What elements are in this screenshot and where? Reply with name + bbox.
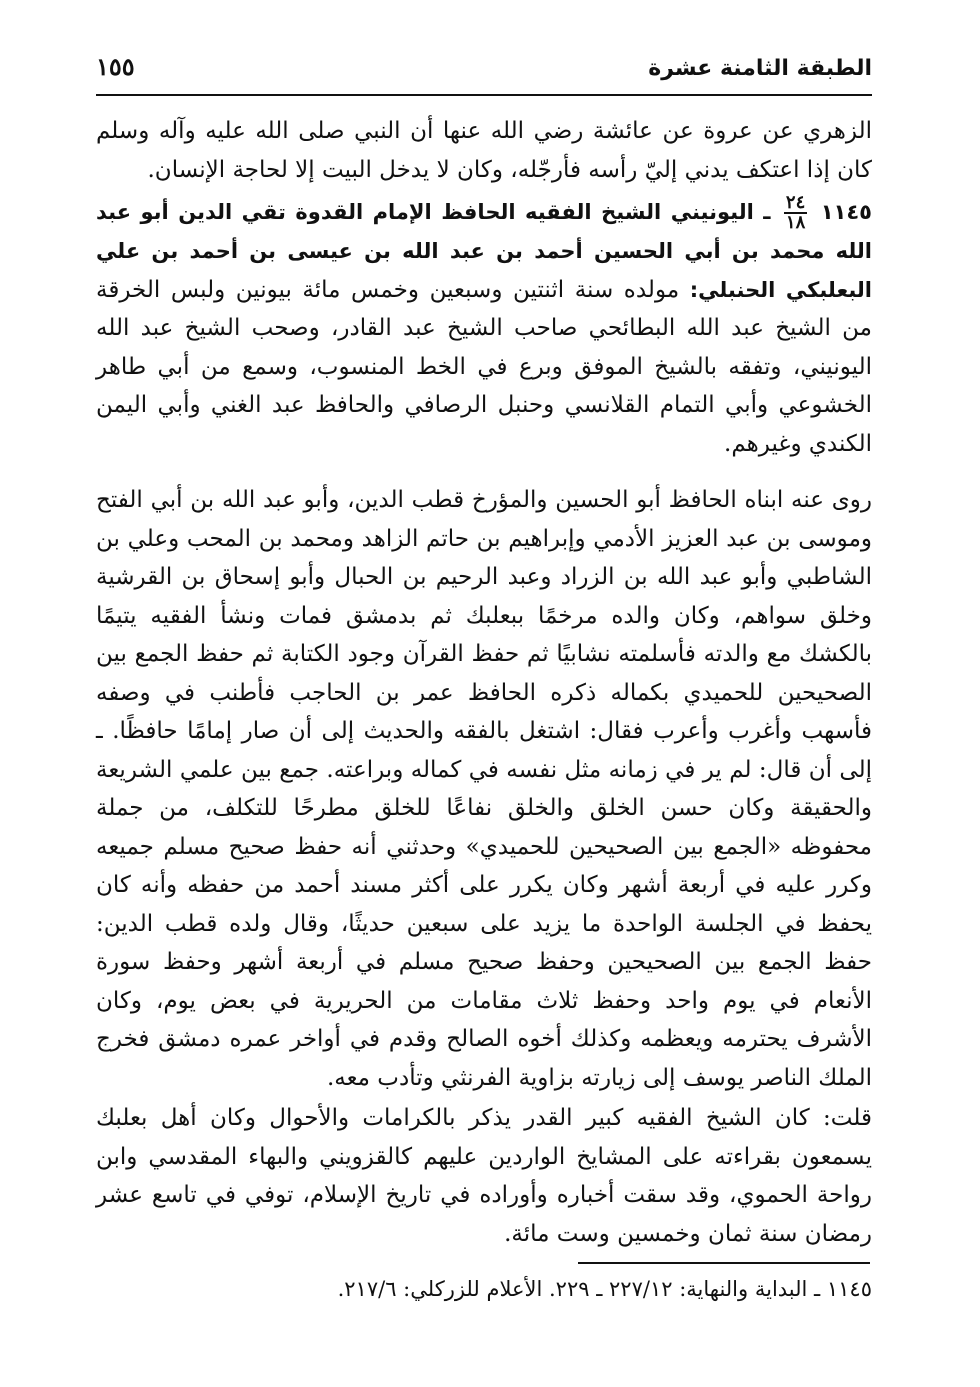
biography-entry (96, 193, 872, 463)
entry-body: مولده سنة اثنتين وسبعين وخمس مائة بيونين ولبس الخرقة من الشيخ عبد الله البطائحي صاحب الشيخ عبد القادر، وصحب الشيخ عبد الله اليونيني، وتفقه بالشيخ الموفق وبرع في الخط المنسوب، وسمع من أبي طاهر الخشوعي وأبي التمام القلانسي وحنبل الرصافي والحافظ عبد الغني وأبي اليمن الكندي وغيرهم. (96, 276, 872, 457)
entry-fraction (784, 194, 807, 232)
paragraph-3: روى عنه ابناه الحافظ أبو الحسين والمؤرخ قطب الدين، وأبو عبد الله بن أبي الفتح وموسى بن عبد العزيز الأدمي وإبراهيم بن حاتم الزاهد ومحمد بن المحب وعلي بن الشاطبي وأبو عبد الله بن الزراد وعبد الرحيم بن الحبال وأبو إسحاق بن القرشية وخلق سواهم، وكان والده مرخمًا ببعلبك ثم بدمشق فمات ونشأ الفقيه يتيمًا بالكشك مع والدته فأسلمته نشابيًا ثم حفظ القرآن وجود الكتابة ثم حفظ الجمع بين الصحيحين للحميدي بكماله ذكره الحافظ عمر بن الحاجب فأطنب في وصفه فأسهب وأغرب وأعرب فقال: اشتغل بالفقه والحديث إلى أن صار إمامًا حافظًا. ـ إلى أن قال: لم ير في زمانه مثل نفسه في كماله وبراعته. جمع بين علمي الشريعة والحقيقة وكان حسن الخلق والخلق نفاعًا للخلق مطرحًا للتكلف، من جملة محفوظه «الجمع بين الصحيحين للحميدي» وحدثني أنه حفظ صحيح مسلم جميعه وكرر عليه في أربعة أشهر وكان يكرر على أكثر مسند أحمد من حفظه وأنه كان يحفظ في الجلسة الواحدة ما يزيد على سبعين حديثًا، وقال ولده قطب الدين: حفظ الجمع بين الصحيحين وحفظ صحيح مسلم في أربعة أشهر وحفظ سورة الأنعام في يوم واحد وحفظ ثلاث مقامات من الحريرية في بعض يوم، وكان الأشرف يحترمه ويعظمه وكذلك أخوه الصالح وقدم في أواخر عمره دمشق فخرج الملك الناصر يوسف إلى زيارته بزاوية الفرنثي وتأدب معه. (96, 487, 872, 1091)
paragraph-4: قلت: كان الشيخ الفقيه كبير القدر يذكر بالكرامات والأحوال وكان أهل بعلبك يسمعون بقراءته على المشايخ الواردين عليهم كالقزويني والبهاء المقدسي وابن رواحة الحموي، وقد سقت أخباره وأوراده في تاريخ الإسلام، توفي في تاسع عشر رمضان سنة ثمان وخمسين وست مائة. (96, 1105, 872, 1247)
footnote: ١١٤٥ ـ البداية والنهاية: ٢٢٧/١٢ ـ ٢٢٩. الأعلام للزركلي: ٢١٧/٦. (337, 1277, 872, 1301)
running-header (96, 52, 872, 96)
page-number: ١٥٥ (96, 52, 135, 81)
footnote-divider (578, 1262, 870, 1264)
entry-number: ١١٤٥ (820, 200, 872, 224)
page (96, 52, 872, 1253)
paragraph-1: الزهري عن عروة عن عائشة رضي الله عنها أن النبي صلى الله عليه وآله وسلم كان إذا اعتكف يدني إليّ رأسه فأرجّله، وكان لا يدخل البيت إلا لحاجة الإنسان. (96, 118, 872, 183)
chapter-title: الطبقة الثامنة عشرة (648, 56, 872, 81)
fraction-top: ٢٤ (785, 192, 806, 213)
entry-heading: ـ اليونيني الشيخ الفقيه الحافظ الإمام القدوة تقي الدين أبو عبد الله محمد بن أبي الحسين أحمد بن عبد الله بن عيسى بن أحمد بن علي البعلبكي الحنبلي: (96, 200, 872, 302)
fraction-bottom: ١٨ (785, 212, 806, 233)
